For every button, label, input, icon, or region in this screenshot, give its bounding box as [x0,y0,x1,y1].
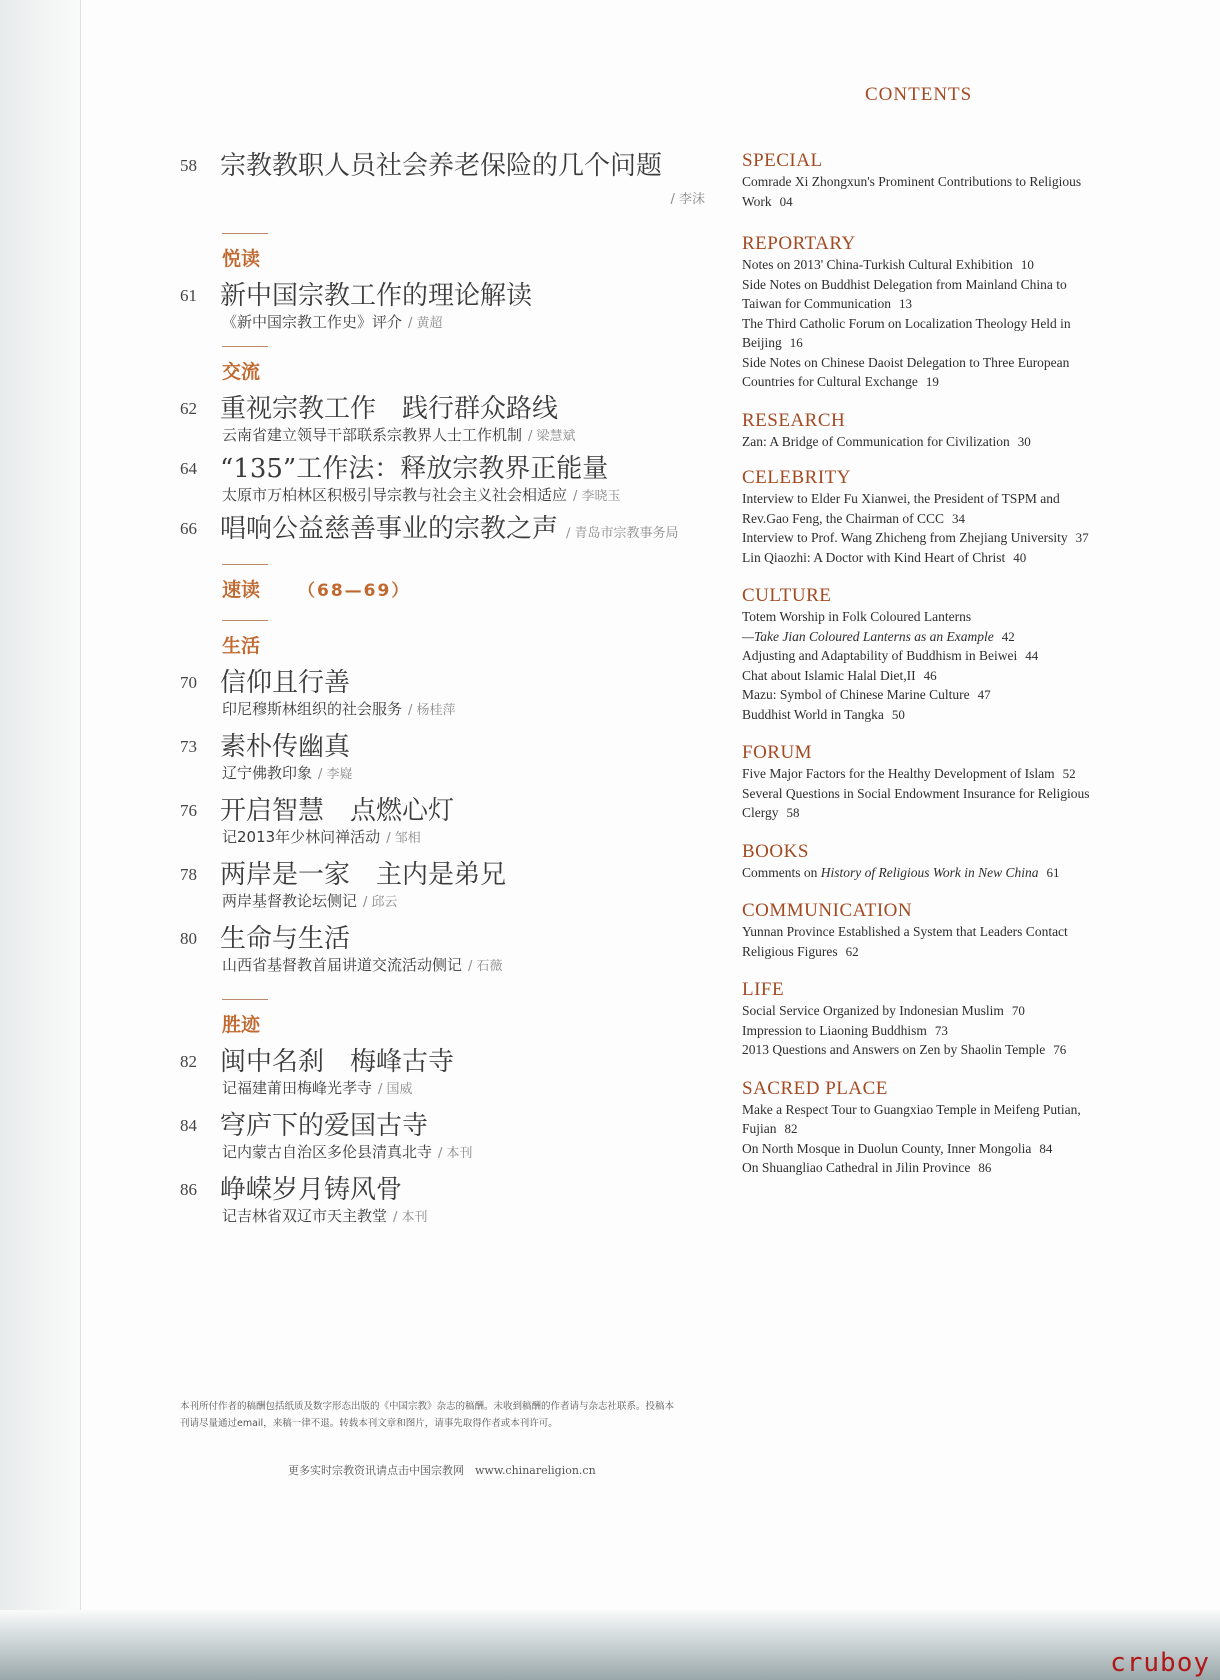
article-title-text: 生命与生活 [220,924,351,954]
article-title-text: 新中国宗教工作的理论解读 [220,281,533,311]
page-number: 82 [784,1121,798,1136]
section-header [222,620,720,657]
watermark: cruboy [1110,1648,1210,1678]
item-text: Adjusting and Adaptability of Buddhism in Beiwei [742,648,1018,663]
article-author: / 本刊 [438,1146,473,1161]
section-heading: SACRED PLACE [742,1077,888,1099]
article-title-text: 重视宗教工作 践行群众路线 [220,394,559,424]
toc-item[interactable] [742,353,1092,392]
toc-entry[interactable] [180,795,720,849]
item-text: Several Questions in Social Endowment Insurance for Religious Clergy [742,785,1090,820]
english-section [742,979,1092,1060]
page-number: 82 [180,1052,197,1071]
toc-item[interactable] [742,489,1092,528]
page-spine-shadow [0,0,81,1680]
section-name: 悦读 [222,248,261,270]
toc-entry[interactable] [180,280,720,334]
section-rule [222,620,268,621]
article-title [220,795,720,827]
page-number: 76 [180,801,197,820]
article-subtitle [222,891,720,913]
page-number: 61 [1046,864,1060,880]
toc-entry[interactable] [180,1174,720,1228]
page-number: 42 [1001,628,1015,644]
section-heading: CELEBRITY [742,467,851,488]
toc-entry[interactable] [180,667,720,721]
article-title: 宗教教职人员社会养老保险的几个问题 [220,151,663,181]
page-number: 76 [1053,1042,1067,1057]
article-title-text: 素朴传幽真 [220,732,351,762]
section-header [222,999,720,1036]
english-section [742,841,1092,883]
article-title-text: 唱响公益慈善事业的宗教之声 [220,514,559,544]
article-title-text: 穹庐下的爱国古寺 [220,1111,429,1141]
page-number: 61 [180,286,197,305]
section-name: 生活 [222,635,261,657]
page-number: 78 [180,865,197,884]
section-label [222,361,720,383]
toc-item[interactable] [742,666,1092,686]
toc-entry[interactable] [180,453,720,507]
page-number: 66 [180,519,197,538]
article-author: / 杨桂萍 [408,703,456,718]
section-label [222,248,720,270]
page-number: 73 [934,1022,948,1038]
item-text: The Third Catholic Forum on Localization Theology Held in Beijing [742,315,1071,350]
toc-item[interactable] [742,1021,1092,1041]
item-text: Side Notes on Buddhist Delegation from Mainland China to Taiwan for Communication [742,276,1067,311]
page-number: 13 [899,296,913,311]
toc-entry[interactable] [180,1110,720,1164]
article-subtitle-text: 《新中国宗教工作史》评介 [222,313,403,331]
article-title [220,513,720,550]
section-header [222,346,720,383]
article-subtitle-text: 辽宁佛教印象 [222,764,313,782]
english-section [742,467,1092,567]
section-heading: LIFE [742,979,785,1000]
toc-item[interactable] [742,646,1092,666]
page-number: 84 [180,1116,197,1135]
article-author: / 邹相 [386,831,421,846]
article-title [220,859,720,891]
section-name: 胜迹 [222,1014,261,1036]
english-section [742,233,1092,392]
article-title [220,731,720,763]
page-number: 46 [923,667,937,683]
article-author: / 石薇 [468,959,503,974]
toc-item[interactable] [742,764,1092,784]
section-heading: COMMUNICATION [742,900,913,921]
item-text: Impression to Liaoning Buddhism [742,1022,927,1038]
item-text: Interview to Prof. Wang Zhicheng from Zhejiang University [742,530,1068,545]
article-subtitle-text: 两岸基督教论坛侧记 [222,892,358,910]
article-author: / 李沫 [670,192,705,207]
article-title-text: 开启智慧 点燃心灯 [220,796,455,826]
item-text: Yunnan Province Established a System that Leaders Contact Religious Figures [742,924,1068,959]
page-number: 40 [1013,549,1027,565]
article-title [220,393,720,425]
article-title-text: 两岸是一家 主内是弟兄 [220,860,507,890]
toc-item[interactable] [742,863,1092,883]
toc-item[interactable] [742,922,1092,961]
article-title-text: “135”工作法：释放宗教界正能量 [220,454,609,484]
article-subtitle [222,955,720,977]
article-subtitle-text: 记2013年少林问禅活动 [222,828,381,846]
item-text: Buddhist World in Tangka [742,706,884,722]
item-text: Chat about Islamic Halal Diet,II [742,667,916,683]
article-subtitle-text: 印尼穆斯林组织的社会服务 [222,700,403,718]
toc-entry[interactable] [180,513,720,550]
item-italic-text: —Take Jian Coloured Lanterns as an Example [742,628,994,644]
toc-item[interactable] [742,255,1092,275]
english-section [742,742,1092,823]
article-author: / 梁慧斌 [528,429,576,444]
english-toc [742,150,1092,1178]
toc-item[interactable] [742,784,1092,823]
page-number: 10 [1020,257,1034,272]
page-number: 70 [180,673,197,692]
chinese-sections [180,233,720,1228]
page-number: 34 [951,510,965,526]
page-number: 86 [180,1180,197,1199]
article-title [220,1046,720,1078]
contents-title: CONTENTS [865,84,973,105]
page-number: 73 [180,737,197,756]
article-subtitle [222,763,720,785]
article-author: / 邱云 [363,895,398,910]
page-number: 44 [1025,648,1039,663]
toc-item[interactable] [742,705,1092,725]
item-text: Notes on 2013' China-Turkish Cultural Exhibition [742,257,1013,272]
item-text: Side Notes on Chinese Daoist Delegation to Three European Countries for Cultural Exchange [742,354,1070,389]
item-text: Five Major Factors for the Healthy Development of Islam [742,766,1055,781]
website-line[interactable]: 更多实时宗教资讯请点击中国宗教网 www.chinareligion.cn [288,1464,596,1477]
section-name: 速读 [222,579,261,601]
section-heading: SPECIAL [742,150,823,171]
toc-item[interactable] [742,314,1092,353]
section-rule [222,233,268,234]
section-rule [222,346,268,347]
item-text: Comrade Xi Zhongxun's Prominent Contributions to Religious Work [742,174,1082,209]
toc-item[interactable] [742,1100,1092,1139]
article-title [220,280,720,312]
page-number: 86 [978,1160,992,1175]
page-number: 64 [180,459,197,478]
page-number: 58 [786,805,800,820]
chinese-toc [180,150,720,1228]
article-title-text: 信仰且行善 [220,668,351,698]
article-title [220,923,720,955]
article-author: / 国威 [378,1082,413,1097]
article-subtitle [222,312,720,334]
toc-item[interactable] [742,172,1092,211]
article-author: / 青岛市宗教事务局 [566,526,679,541]
article-subtitle [222,827,720,849]
toc-entry[interactable] [180,859,720,913]
section-label [222,635,720,657]
item-text: Totem Worship in Folk Coloured Lanterns [742,609,972,624]
section-heading: REPORTARY [742,233,856,254]
article-subtitle-text: 太原市万柏林区积极引导宗教与社会主义社会相适应 [222,486,568,504]
section-heading: BOOKS [742,840,809,862]
page-number: 30 [1017,433,1031,449]
section-name: 交流 [222,361,261,383]
english-section [742,410,1092,452]
page-number: 62 [180,399,197,418]
page-number: 62 [845,943,859,959]
toc-item[interactable] [742,607,1092,646]
section-page-range: （68—69） [298,581,411,601]
article-subtitle [222,485,720,507]
toc-entry[interactable] [180,923,720,977]
item-text: On Shuangliao Cathedral in Jilin Province [742,1160,971,1175]
item-text: Zan: A Bridge of Communication for Civilization [742,433,1010,449]
section-rule [222,564,268,565]
item-text: Mazu: Symbol of Chinese Marine Culture [742,687,970,702]
item-italic-text: History of Religious Work in New China [820,864,1039,880]
article-title-text: 闽中名刹 梅峰古寺 [220,1047,455,1077]
page-number: 52 [1062,766,1076,781]
page-number: 80 [180,929,197,948]
toc-entry-top[interactable] [180,150,720,207]
section-rule [222,999,268,1000]
article-subtitle [222,1142,720,1164]
toc-item[interactable] [742,1158,1092,1178]
section-heading: FORUM [742,742,813,763]
article-subtitle-text: 云南省建立领导干部联系宗教界人士工作机制 [222,426,523,444]
article-author: / 李嶷 [318,767,353,782]
page-number: 84 [1039,1140,1053,1156]
item-text: Interview to Elder Fu Xianwei, the President of TSPM and Rev.Gao Feng, the Chairman of CCC [742,491,1060,526]
article-author: / 本刊 [393,1210,428,1225]
copyright-note: 本刊所付作者的稿酬包括纸质及数字形态出版的《中国宗教》杂志的稿酬。未收到稿酬的作者请与杂志社联系。投稿本刊请尽量通过email，来稿一律不退。转载本刊文章和图片，请事先取得作者或本刊许可。 [180,1401,675,1429]
section-header [222,233,720,270]
article-title [220,453,720,485]
toc-item[interactable] [742,275,1092,314]
toc-entry[interactable] [180,1046,720,1100]
page-number: 16 [789,335,803,350]
article-subtitle-text: 记福建莆田梅峰光孝寺 [222,1079,373,1097]
item-text: Lin Qiaozhi: A Doctor with Kind Heart of Christ [742,549,1006,565]
toc-entry[interactable] [180,731,720,785]
toc-item[interactable] [742,685,1092,705]
item-text: 2013 Questions and Answers on Zen by Shaolin Temple [742,1042,1046,1057]
section-heading: RESEARCH [742,409,846,431]
article-subtitle-text: 记吉林省双辽市天主教堂 [222,1207,388,1225]
article-title [220,1110,720,1142]
toc-item[interactable] [742,1001,1092,1021]
page-number: 47 [977,687,991,702]
page-number: 04 [779,193,793,209]
article-author: / 黄超 [408,316,443,331]
section-heading: CULTURE [742,585,832,606]
page-number: 50 [891,706,905,722]
toc-item[interactable] [742,432,1092,452]
english-section [742,900,1092,961]
article-subtitle [222,425,720,447]
page-number: 37 [1075,530,1089,545]
article-title [220,1174,720,1206]
article-subtitle [222,1078,720,1100]
toc-item[interactable] [742,1040,1092,1060]
toc-item[interactable] [742,1139,1092,1159]
item-text: Comments on [742,864,818,880]
item-text: Make a Respect Tour to Guangxiao Temple in Meifeng Putian, Fujian [742,1101,1081,1136]
page-number: 70 [1011,1003,1025,1018]
article-subtitle-text: 记内蒙古自治区多伦县清真北寺 [222,1143,433,1161]
article-subtitle [222,1206,720,1228]
english-section [742,150,1092,211]
article-title-text: 峥嵘岁月铸风骨 [220,1175,403,1205]
english-section [742,1078,1092,1178]
article-subtitle-text: 山西省基督教首届讲道交流活动侧记 [222,956,463,974]
section-header [222,564,720,602]
item-text: On North Mosque in Duolun County, Inner Mongolia [742,1140,1032,1156]
article-author: / 李晓玉 [573,489,621,504]
page-number: 58 [180,156,197,175]
english-section [742,585,1092,724]
item-text: Social Service Organized by Indonesian Muslim [742,1003,1004,1018]
toc-item[interactable] [742,548,1092,568]
article-title [220,667,720,699]
section-label [222,1014,720,1036]
toc-entry[interactable] [180,393,720,447]
toc-item[interactable] [742,528,1092,548]
scan-edge [0,1610,1220,1680]
article-subtitle [222,699,720,721]
page-number: 19 [925,374,939,389]
section-label [222,579,720,602]
